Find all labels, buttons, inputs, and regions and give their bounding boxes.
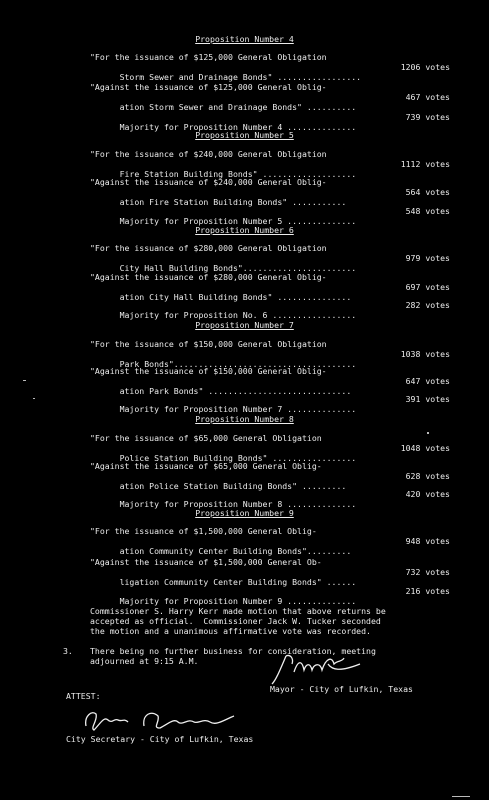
proposition-7-against: [90, 366, 450, 396]
scan-speck: [452, 796, 470, 797]
majority-votes: 216 votes: [405, 586, 450, 596]
proposition-5-against: [90, 177, 450, 207]
mayor-signature: [268, 650, 363, 688]
majority-text: Majority for Proposition Number 4 ..............: [119, 122, 357, 132]
for-text-line: "For the issuance of $150,000 General Obligation: [90, 339, 327, 349]
proposition-8-against: [90, 461, 450, 491]
secretary-signature: [78, 706, 248, 736]
for-votes: 1112 votes: [400, 159, 450, 169]
against-text-line: "Against the issuance of $65,000 General Oblig-: [90, 461, 322, 471]
against-votes: 732 votes: [405, 567, 450, 577]
against-text-line: ligation Community Center Building Bonds" ......: [119, 577, 357, 587]
majority-text: Majority for Proposition No. 6 .................: [119, 310, 357, 320]
adjourn-line: adjourned at 9:15 A.M.: [90, 656, 199, 666]
mayor-title: Mayor - City of Lufkin, Texas: [270, 684, 413, 694]
for-votes: 1048 votes: [400, 443, 450, 453]
against-votes: 564 votes: [405, 187, 450, 197]
for-text-line: "For the issuance of $1,500,000 General Oblig-: [90, 526, 317, 536]
majority-votes: 391 votes: [405, 394, 450, 404]
proposition-7-for: [90, 339, 450, 369]
majority-votes: 548 votes: [405, 206, 450, 216]
adjourn-paragraph: [90, 646, 440, 666]
proposition-9-majority: [90, 586, 450, 606]
for-text-line: "For the issuance of $240,000 General Obligation: [90, 149, 327, 159]
secretary-title: City Secretary - City of Lufkin, Texas: [66, 734, 254, 744]
majority-votes: 420 votes: [405, 489, 450, 499]
for-votes: 948 votes: [405, 536, 450, 546]
against-text-line: "Against the issuance of $280,000 General Oblig-: [90, 272, 327, 282]
majority-text: Majority for Proposition Number 5 ..............: [119, 216, 357, 226]
scan-speck: [33, 398, 35, 399]
proposition-8-heading: Proposition Number 8: [195, 414, 294, 424]
against-text-line: ation Storm Sewer and Drainage Bonds" ..........: [119, 102, 357, 112]
majority-text: Majority for Proposition Number 9 ..............: [119, 596, 357, 606]
scan-speck: [23, 380, 26, 381]
against-votes: 647 votes: [405, 376, 450, 386]
proposition-4-majority: [90, 112, 450, 132]
for-votes: 979 votes: [405, 253, 450, 263]
proposition-6-for: [90, 243, 450, 273]
against-text-line: "Against the issuance of $150,000 General Oblig-: [90, 366, 327, 376]
proposition-6-heading: Proposition Number 6: [195, 225, 294, 235]
for-text-line: City Hall Building Bonds".......................: [119, 263, 357, 273]
for-text-line: Fire Station Building Bonds" ...................: [119, 169, 357, 179]
proposition-5-heading: Proposition Number 5: [195, 130, 294, 140]
against-text-line: ation City Hall Building Bonds" ...............: [119, 292, 352, 302]
majority-text: Majority for Proposition Number 7 ..............: [119, 404, 357, 414]
for-text-line: Police Station Building Bonds" .................: [119, 453, 357, 463]
for-text-line: "For the issuance of $125,000 General Obligation: [90, 52, 327, 62]
for-text-line: ation Community Center Building Bonds".........: [119, 546, 352, 556]
scan-speck: [427, 432, 429, 434]
proposition-9-against: [90, 557, 450, 587]
proposition-7-majority: [90, 394, 450, 414]
proposition-6-majority: [90, 300, 450, 320]
against-text-line: ation Park Bonds" .............................: [119, 386, 352, 396]
for-votes: 1206 votes: [400, 62, 450, 72]
majority-votes: 739 votes: [405, 112, 450, 122]
proposition-5-for: [90, 149, 450, 179]
item-number: 3.: [63, 646, 73, 656]
proposition-8-majority: [90, 489, 450, 509]
proposition-6-against: [90, 272, 450, 302]
against-text-line: ation Police Station Building Bonds" .........: [119, 481, 347, 491]
for-votes: 1038 votes: [400, 349, 450, 359]
for-text-line: Storm Sewer and Drainage Bonds" .................: [119, 72, 362, 82]
proposition-4-for: [90, 52, 450, 82]
motion-line: Commissioner S. Harry Kerr made motion that above returns be: [90, 606, 386, 616]
proposition-9-for: [90, 526, 450, 556]
proposition-4-heading: Proposition Number 4: [195, 34, 294, 44]
proposition-5-majority: [90, 206, 450, 226]
against-votes: 467 votes: [405, 92, 450, 102]
motion-paragraph: [90, 606, 440, 636]
majority-text: Majority for Proposition Number 8 ..............: [119, 499, 357, 509]
motion-line: accepted as official. Commissioner Jack W. Tucker seconded: [90, 616, 381, 626]
proposition-9-heading: Proposition Number 9: [195, 508, 294, 518]
proposition-8-for: [90, 433, 450, 463]
majority-votes: 282 votes: [405, 300, 450, 310]
attest-label: ATTEST:: [66, 691, 101, 701]
motion-line: the motion and a unanimous affirmative vote was recorded.: [90, 626, 371, 636]
against-votes: 697 votes: [405, 282, 450, 292]
proposition-4-against: [90, 82, 450, 112]
for-text-line: "For the issuance of $65,000 General Obligation: [90, 433, 322, 443]
adjourn-line: There being no further business for consideration, meeting: [90, 646, 376, 656]
against-votes: 628 votes: [405, 471, 450, 481]
against-text-line: ation Fire Station Building Bonds" ...........: [119, 197, 347, 207]
against-text-line: "Against the issuance of $125,000 General Oblig-: [90, 82, 327, 92]
proposition-7-heading: Proposition Number 7: [195, 320, 294, 330]
against-text-line: "Against the issuance of $240,000 General Oblig-: [90, 177, 327, 187]
for-text-line: Park Bonds".....................................: [119, 359, 357, 369]
against-text-line: "Against the issuance of $1,500,000 General Ob-: [90, 557, 322, 567]
for-text-line: "For the issuance of $280,000 General Obligation: [90, 243, 327, 253]
